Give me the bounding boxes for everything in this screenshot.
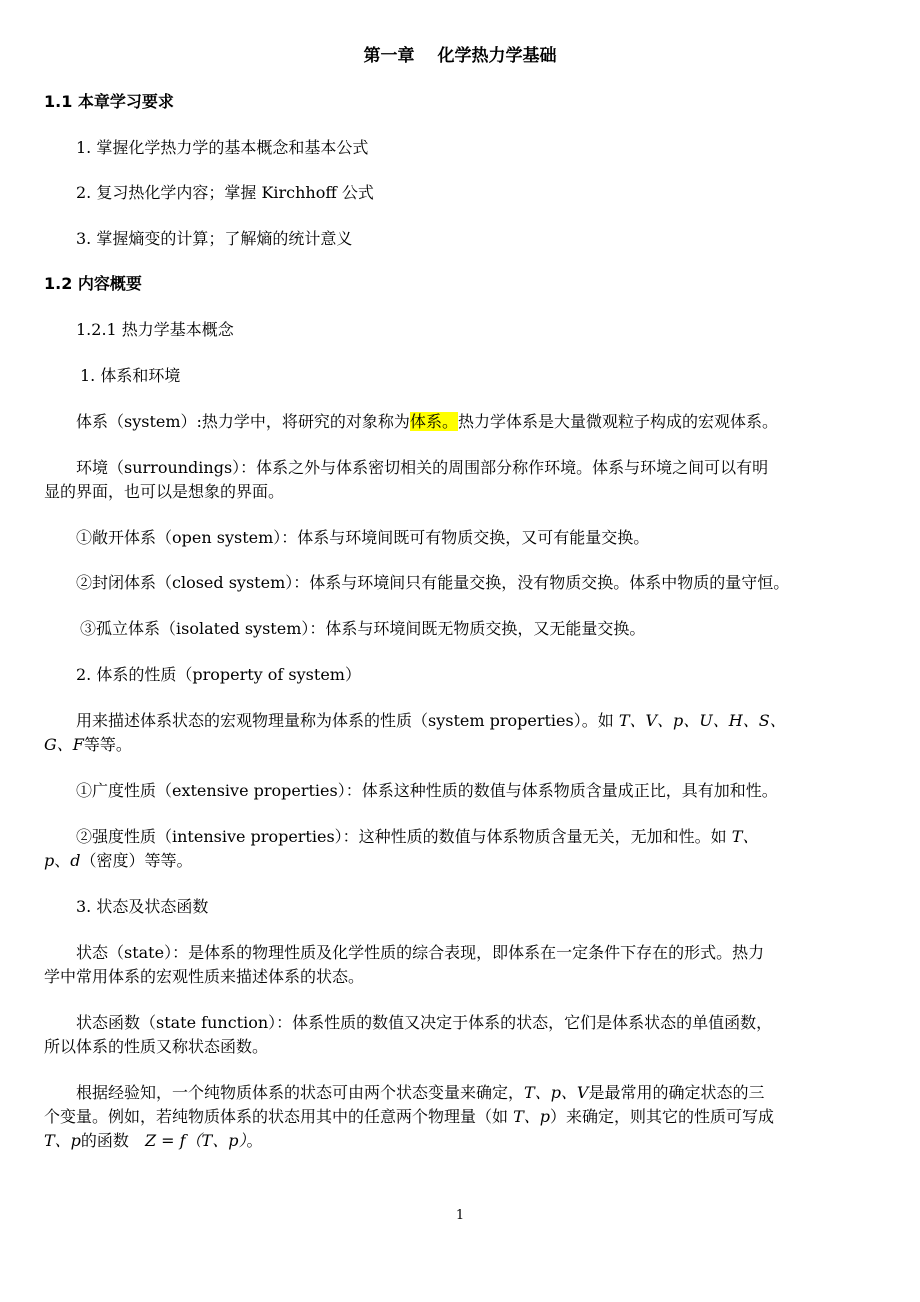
system-definition: 体系（system）:热力学中，将研究的对象称为体系。热力学体系是大量微观粒子构成的宏观体系。	[76, 412, 778, 431]
properties-description-line2: G、F等等。	[44, 735, 132, 754]
topic-heading: 1. 体系和环境	[80, 366, 181, 385]
experience-paragraph-line2: 个变量。例如，若纯物质体系的状态用其中的任意两个物理量（如 T、p）来确定，则其它的性质可写成	[44, 1107, 775, 1126]
section-heading-1-2: 1.2 内容概要	[44, 274, 142, 293]
page-title: 第一章 化学热力学基础	[363, 46, 557, 66]
closed-system-item: ②封闭体系（closed system）：体系与环境间只有能量交换，没有物质交换。体系中物质的量守恒。	[76, 573, 790, 592]
subsection-heading-1-2-1: 1.2.1 热力学基本概念	[76, 320, 234, 339]
state-function-formula: Z = f（T、p）	[144, 1131, 247, 1150]
highlighted-term: 体系。	[409, 412, 458, 431]
state-definition-line2: 学中常用体系的宏观性质来描述体系的状态。	[44, 967, 365, 986]
intensive-properties-line1: ②强度性质（intensive properties）：这种性质的数值与体系物质含量无关，无加和性。如 T、	[76, 827, 759, 846]
state-function-definition-line2: 所以体系的性质又称状态函数。	[44, 1037, 269, 1056]
topic-heading: 3. 状态及状态函数	[76, 897, 209, 916]
state-definition-line1: 状态（state）：是体系的物理性质及化学性质的综合表现，即体系在一定条件下存在的形式。热力	[76, 943, 765, 962]
isolated-system-item: ③孤立体系（isolated system）：体系与环境间既无物质交换，又无能量交换。	[80, 619, 646, 638]
requirement-item: 1. 掌握化学热力学的基本概念和基本公式	[76, 138, 369, 157]
extensive-properties-item: ①广度性质（extensive properties）：体系这种性质的数值与体系物质含量成正比，具有加和性。	[76, 781, 778, 800]
state-function-definition-line1: 状态函数（state function）：体系性质的数值又决定于体系的状态，它们是体系状态的单值函数，	[76, 1013, 773, 1032]
experience-paragraph-line1: 根据经验知，一个纯物质体系的状态可由两个状态变量来确定，T、p、V是最常用的确定状态的三	[76, 1083, 765, 1102]
experience-paragraph-line3: T、p的函数 Z = f（T、p）。	[44, 1131, 263, 1150]
section-heading-1-1: 1.1 本章学习要求	[44, 92, 174, 111]
requirement-item: 3. 掌握熵变的计算；了解熵的统计意义	[76, 229, 353, 248]
properties-description-line1: 用来描述体系状态的宏观物理量称为体系的性质（system properties）。如 T、V、p、U、H、S、	[76, 711, 786, 730]
open-system-item: ①敞开体系（open system）：体系与环境间既可有物质交换，又可有能量交换。	[76, 528, 650, 547]
surroundings-definition-line1: 环境（surroundings）：体系之外与体系密切相关的周围部分称作环境。体系与环境之间可以有明	[76, 458, 769, 477]
intensive-properties-line2: p、d（密度）等等。	[44, 851, 193, 870]
surroundings-definition-line2: 显的界面，也可以是想象的界面。	[44, 482, 285, 501]
requirement-item: 2. 复习热化学内容；掌握 Kirchhoff 公式	[76, 183, 374, 202]
topic-heading: 2. 体系的性质（property of system）	[76, 665, 361, 684]
page-number: 1	[455, 1208, 465, 1223]
